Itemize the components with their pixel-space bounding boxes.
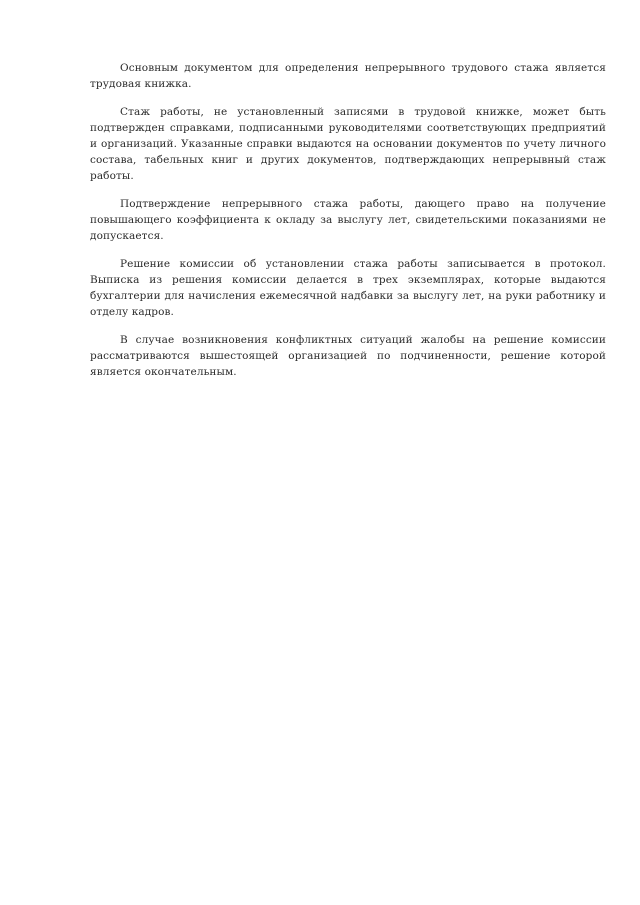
paragraph-witness-testimony: Подтверждение непрерывного стажа работы, дающего право на получение повышающего коэффициента к окладу за выслугу лет, свидетельскими показаниями не допускается. — [90, 198, 606, 242]
paragraph-work-book: Основным документом для определения непрерывного трудового стажа является трудовая книжка. — [90, 62, 606, 90]
paragraph-certificates: Стаж работы, не установленный записями в трудовой книжке, может быть подтвержден справками, подписанными руководителями соответствующих предприятий и организаций. Указанные справки выдаются на основании документов по учету личного состава, табельных книг и других документов, подтверждающих непрерывный стаж работы. — [90, 106, 606, 182]
document-body — [90, 60, 606, 392]
paragraph-commission-decision: Решение комиссии об установлении стажа работы записывается в протокол. Выписка из решения комиссии делается в трех экземплярах, которые выдаются бухгалтерии для начисления ежемесячной надбавки за выслугу лет, на руки работнику и отделу кадров. — [90, 258, 606, 318]
paragraph-complaints: В случае возникновения конфликтных ситуаций жалобы на решение комиссии рассматриваются вышестоящей организацией по подчиненности, решение которой является окончательным. — [90, 334, 606, 378]
